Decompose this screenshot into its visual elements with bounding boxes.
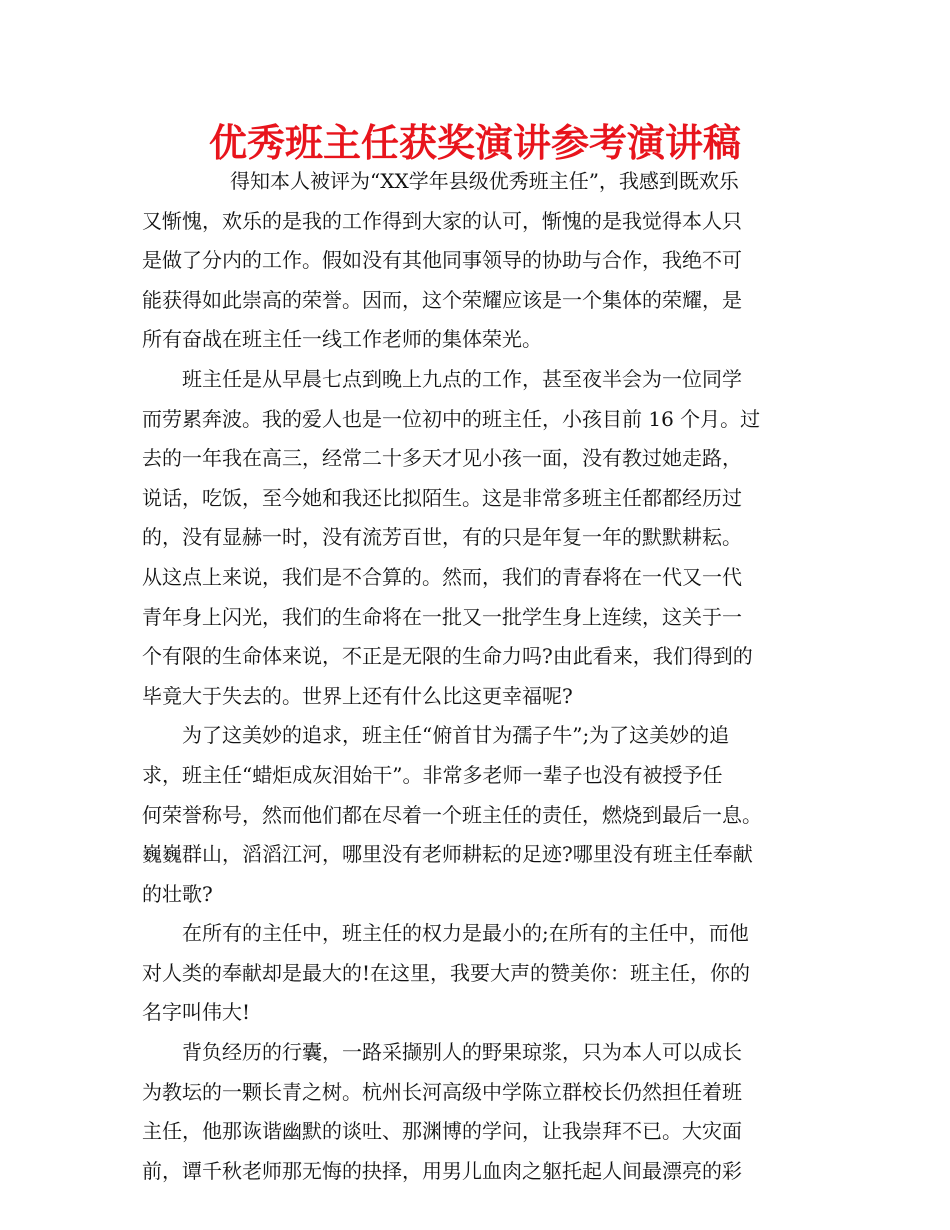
document-title: 优秀班主任获奖演讲参考演讲稿 xyxy=(208,121,741,165)
text-line: 在所有的主任中，班主任的权力是最小的;在所有的主任中，而他 xyxy=(182,921,749,946)
text-line: 又惭愧，欢乐的是我的工作得到大家的认可，惭愧的是我觉得本人只 xyxy=(142,208,742,233)
text-line: 前，谭千秋老师那无悔的抉择，用男儿血肉之躯托起人间最漂亮的彩 xyxy=(142,1158,742,1183)
text-line: 毕竟大于失去的。世界上还有什么比这更幸福呢? xyxy=(142,683,573,708)
text-line: 为了这美妙的追求，班主任“俯首甘为孺子牛”;为了这美妙的追 xyxy=(182,723,730,748)
text-line: 是做了分内的工作。假如没有其他同事领导的协助与合作，我绝不可 xyxy=(142,248,742,273)
text-line: 能获得如此崇高的荣誉。因而，这个荣耀应该是一个集体的荣耀，是 xyxy=(142,287,742,312)
text-line: 为教坛的一颗长青之树。杭州长河高级中学陈立群校长仍然担任着班 xyxy=(142,1079,742,1104)
text-line: 班主任是从早晨七点到晚上九点的工作，甚至夜半会为一位同学 xyxy=(182,366,742,391)
text-line: 而劳累奔波。我的爱人也是一位初中的班主任，小孩目前 16 个月。过 xyxy=(142,406,761,431)
text-line: 从这点上来说，我们是不合算的。然而，我们的青春将在一代又一代 xyxy=(142,564,742,589)
text-line: 去的一年我在高三，经常二十多天才见小孩一面，没有教过她走路， xyxy=(142,446,742,471)
text-line: 背负经历的行囊，一路采撷别人的野果琼浆，只为本人可以成长 xyxy=(182,1040,742,1065)
text-line: 个有限的生命体来说，不正是无限的生命力吗?由此看来，我们得到的 xyxy=(142,644,753,669)
text-line: 主任，他那诙谐幽默的谈吐、那渊博的学问，让我崇拜不已。大灾面 xyxy=(142,1119,742,1144)
text-line: 所有奋战在班主任一线工作老师的集体荣光。 xyxy=(142,327,542,352)
document-body xyxy=(142,162,812,1191)
text-line: 巍巍群山，滔滔江河，哪里没有老师耕耘的足迹?哪里没有班主任奉献 xyxy=(142,842,753,867)
text-line: 对人类的奉献却是最大的!在这里，我要大声的赞美你：班主任，你的 xyxy=(142,960,751,985)
text-line: 青年身上闪光，我们的生命将在一批又一批学生身上连续，这关于一 xyxy=(142,604,742,629)
text-line: 求，班主任“蜡炬成灰泪始干”。非常多老师一辈子也没有被授予任 xyxy=(142,762,723,787)
text-line: 说话，吃饭，至今她和我还比拟陌生。这是非常多班主任都都经历过 xyxy=(142,485,742,510)
text-line: 名字叫伟大! xyxy=(142,1000,251,1025)
text-line: 的壮歌? xyxy=(142,881,213,906)
text-line: 何荣誉称号，然而他们都在尽着一个班主任的责任，燃烧到最后一息。 xyxy=(142,802,762,827)
text-line: 得知本人被评为“XX学年县级优秀班主任”，我感到既欢乐 xyxy=(230,169,739,193)
text-line: 的，没有显赫一时，没有流芳百世，有的只是年复一年的默默耕耘。 xyxy=(142,525,742,550)
